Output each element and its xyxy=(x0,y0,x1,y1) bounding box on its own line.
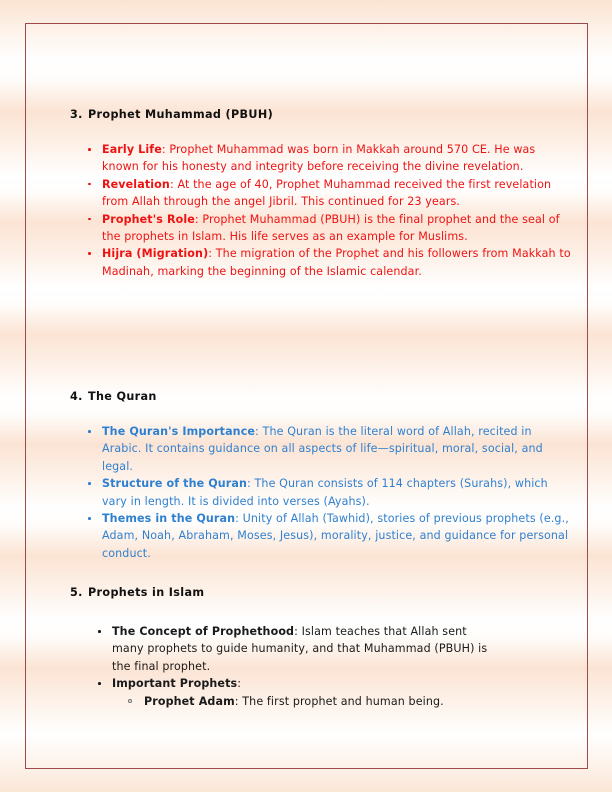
sub-bullet-label: Prophet Adam xyxy=(144,694,235,708)
section-heading-5 xyxy=(0,585,612,600)
bullet-dot-icon xyxy=(98,630,101,633)
list-item xyxy=(0,623,612,675)
section-prophets-in-islam xyxy=(0,585,612,710)
bullet-dot-icon xyxy=(88,218,91,221)
bullet-dot-icon xyxy=(98,682,101,685)
bullet-dot-icon xyxy=(88,430,91,433)
bullet-text: : Islam teaches that Allah sent many prophets to guide humanity, and that Muhammad (PBUH) is the final prophet. xyxy=(112,625,488,673)
list-item xyxy=(0,423,612,475)
section-title-4: The Quran xyxy=(88,390,157,403)
section-heading-4 xyxy=(0,389,612,404)
section-number-5: 5. xyxy=(70,586,83,599)
bullet-text: : The migration of the Prophet and his followers from Makkah to Madinah, marking the beginning of the Islamic calendar. xyxy=(102,247,571,278)
list-item xyxy=(0,475,612,510)
bullet-dot-icon xyxy=(88,183,91,186)
sub-bullet-text: : The first prophet and human being. xyxy=(234,694,444,708)
bullet-list-section-5 xyxy=(0,623,612,693)
bullet-dot-icon xyxy=(88,252,91,255)
bullet-label: Prophet's Role xyxy=(102,212,195,226)
section-title-3: Prophet Muhammad (PBUH) xyxy=(88,108,274,121)
bullet-list-section-4 xyxy=(0,423,612,562)
list-item xyxy=(0,245,612,280)
sub-bullet-list-section-5 xyxy=(0,693,612,710)
bullet-dot-icon xyxy=(88,148,91,151)
bullet-dot-icon xyxy=(88,517,91,520)
bullet-label: The Concept of Prophethood xyxy=(112,625,295,638)
list-item xyxy=(0,141,612,176)
bullet-label: Early Life xyxy=(102,143,162,156)
bullet-dot-icon xyxy=(88,482,91,485)
bullet-label: The Quran's Importance xyxy=(102,425,256,438)
list-item xyxy=(0,176,612,211)
section-number-4: 4. xyxy=(70,390,83,403)
section-prophet-muhammad xyxy=(0,107,612,280)
bullet-label: Revelation xyxy=(102,177,170,191)
section-number-3: 3. xyxy=(70,108,83,121)
bullet-text: : Unity of Allah (Tawhid), stories of previous prophets (e.g., Adam, Noah, Abraham, Moses, Jesus), morality, justice, and guidance for personal conduct. xyxy=(102,512,569,560)
bullet-label: Important Prophets xyxy=(112,677,238,691)
list-item xyxy=(0,510,612,562)
bullet-label: Themes in the Quran xyxy=(102,512,236,526)
bullet-label: Structure of the Quran xyxy=(102,477,248,491)
bullet-text: : At the age of 40, Prophet Muhammad received the first revelation from Allah through the angel Jibril. This continued for 23 years. xyxy=(102,177,552,209)
list-item xyxy=(0,693,612,710)
bullet-text: : Prophet Muhammad (PBUH) is the final prophet and the seal of the prophets in Islam. His life serves as an example for Muslims. xyxy=(102,212,560,244)
bullet-label: Hijra (Migration) xyxy=(102,247,209,261)
bullet-text: : The Quran consists of 114 chapters (Surahs), which vary in length. It is divided into verses (Ayahs). xyxy=(102,477,548,508)
list-item xyxy=(0,211,612,246)
bullet-text: : xyxy=(237,677,242,691)
hollow-circle-bullet-icon xyxy=(128,699,132,703)
bullet-text: : Prophet Muhammad was born in Makkah around 570 CE. He was known for his honesty and integrity before receiving the divine revelation. xyxy=(102,143,536,174)
section-heading-3 xyxy=(0,107,612,122)
section-the-quran xyxy=(0,389,612,562)
section-title-5: Prophets in Islam xyxy=(88,586,205,599)
bullet-list-section-3 xyxy=(0,141,612,280)
list-item xyxy=(0,675,612,692)
bullet-text: : The Quran is the literal word of Allah, recited in Arabic. It contains guidance on all aspects of life—spiritual, moral, social, and legal. xyxy=(102,425,543,473)
